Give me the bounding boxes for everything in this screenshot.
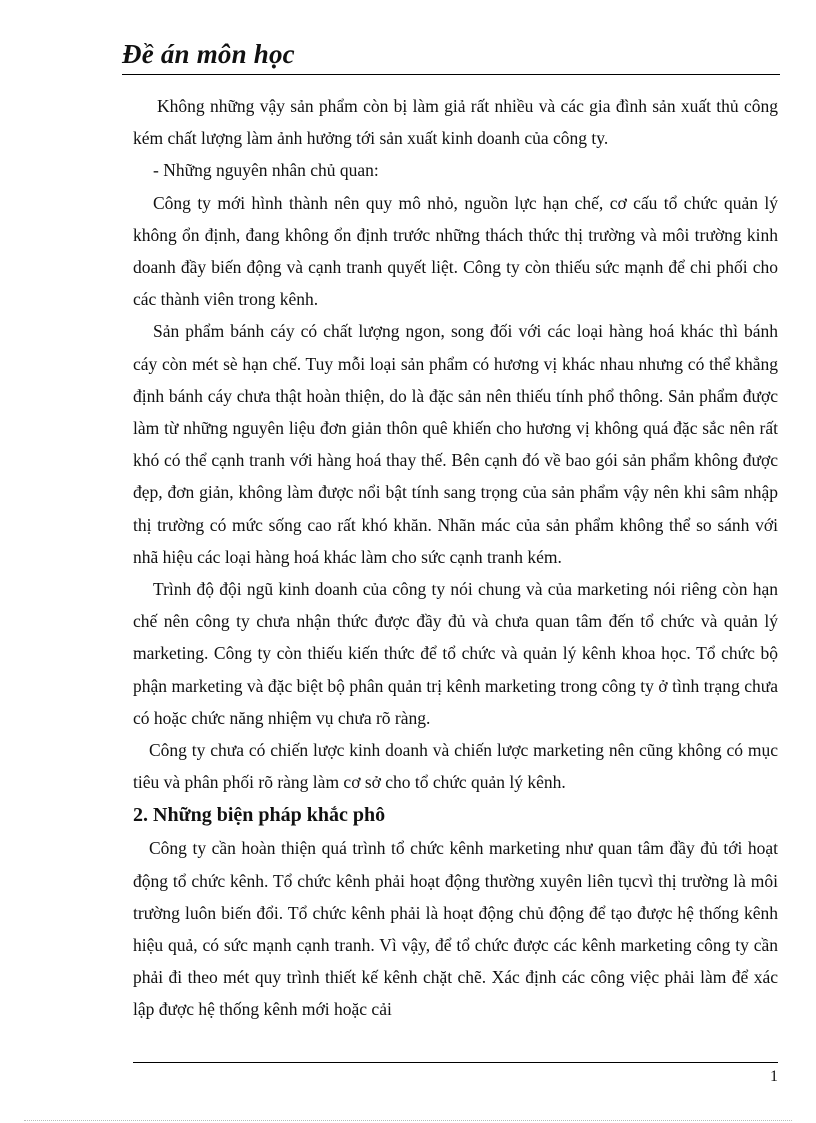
- document-body: [133, 90, 778, 1026]
- paragraph-no-strategy: Công ty chưa có chiến lược kinh doanh và chiến lược marketing nên cũng không có mục tiêu và phân phối rõ ràng làm cơ sở cho tổ chức quản lý kênh.: [133, 740, 778, 793]
- paragraph-subjective-causes-label: - Những nguyên nhân chủ quan:: [153, 160, 379, 181]
- paragraph-company-scale: Công ty mới hình thành nên quy mô nhỏ, nguồn lực hạn chế, cơ cấu tổ chức quản lý không ổn định, đang không ổn định trước những thách thức thị trường và môi trường kinh doanh đầy biến động và cạnh tranh quyết liệt. Công ty còn thiếu sức mạnh để chi phối cho các thành viên trong kênh.: [133, 192, 778, 310]
- paragraph-staff-skill: Trình độ đội ngũ kinh doanh của công ty nói chung và của marketing nói riêng còn hạn chế nên công ty chưa nhận thức được đầy đủ và chưa quan tâm đến tổ chức và quản lý marketing. Công ty còn thiếu kiến thức để tổ chức và quản lý kênh khoa học. Tổ chức bộ phận marketing và đặc biệt bộ phân quản trị kênh marketing trong công ty ở tình trạng chưa có hoặc chức năng nhiệm vụ chưa rõ ràng.: [133, 579, 778, 728]
- header-title: Đề án môn học: [122, 39, 295, 69]
- paragraph-counterfeit: Không những vậy sản phẩm còn bị làm giả rất nhiều và các gia đình sản xuất thủ công kém chất lượng làm ảnh hưởng tới sản xuất kinh doanh của công ty.: [133, 96, 778, 149]
- paragraph-solutions: Công ty cần hoàn thiện quá trình tổ chức kênh marketing như quan tâm đầy đủ tới hoạt động tổ chức kênh. Tổ chức kênh phải hoạt động thường xuyên liên tụcvì thị trường là môi trường luôn biến đổi. Tổ chức kênh phải là hoạt động chủ động để tạo được hệ thống kênh hiệu quả, có sức mạnh cạnh tranh. Vì vậy, để tổ chức được các kênh marketing công ty cần phải đi theo mét quy trình thiết kế kênh chặt chẽ. Xác định các công việc phải làm để xác lập được hệ thống kênh mới hoặc cải: [133, 838, 778, 1020]
- page-edge-divider: [24, 1120, 792, 1121]
- section-heading: 2. Những biện pháp khắc phô: [133, 804, 386, 827]
- paragraph-product-quality: Sản phẩm bánh cáy có chất lượng ngon, song đối với các loại hàng hoá khác thì bánh cáy còn mét sè hạn chế. Tuy mỗi loại sản phẩm có hương vị khác nhau nhưng có thể khẳng định bánh cáy chưa thật hoàn thiện, do là đặc sản nên thiếu tính phổ thông. Sản phẩm được làm từ những nguyên liệu đơn giản thôn quê khiến cho hương vị không quá đặc sắc nên rất khó có thể cạnh tranh với hàng hoá thay thế. Bên cạnh đó về bao gói sản phẩm không được đẹp, đơn giản, không làm được nổi bật tính sang trọng của sản phẩm vậy nên khi sâm nhập thị trường có mức sống cao rất khó khăn. Nhãn mác của sản phẩm không thể so sánh với nhã hiệu các loại hàng hoá khác làm cho sức cạnh tranh kém.: [133, 321, 778, 567]
- footer-divider: [133, 1062, 778, 1063]
- page-header: [122, 34, 780, 75]
- page-number: 1: [770, 1068, 778, 1085]
